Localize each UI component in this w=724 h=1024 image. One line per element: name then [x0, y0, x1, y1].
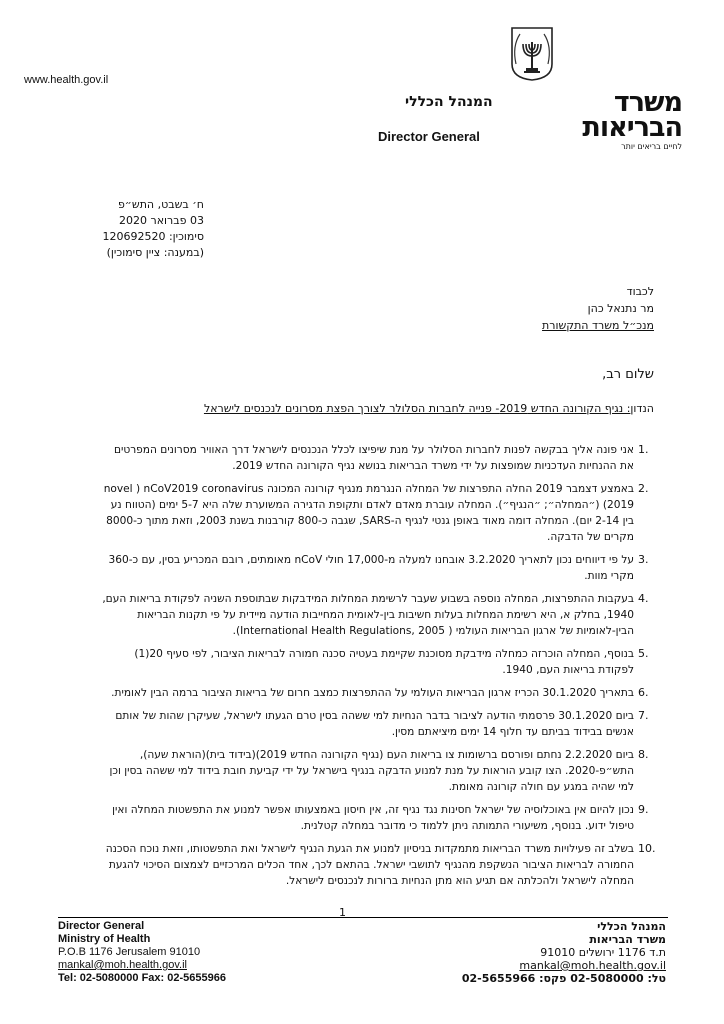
list-item: [100, 747, 660, 795]
list-item: [100, 708, 660, 740]
item-text: אני פונה אליך בבקשה לפנות לחברות הסלולר על מנת שיפיצו לכלל הנכנסים לישראל דרך האוויר מסרונים המפרטים את ההנחיות העדכניות שמופצות על ידי משרד הבריאות בנושא נגיף הקורונה החדש 2019.: [113, 444, 634, 472]
footer-en-address: P.O.B 1176 Jerusalem 91010: [58, 946, 201, 958]
hebrew-date: ח׳ בשבט, התש״פ: [117, 198, 204, 211]
date-block: [24, 197, 204, 261]
footer-en-ministry: Ministry of Health: [58, 933, 151, 945]
ministry-logo: [582, 87, 682, 143]
footer-divider: [58, 917, 668, 918]
footer-en-email[interactable]: mankal@moh.health.gov.il: [58, 959, 187, 971]
director-general-hebrew: המנהל הכללי: [405, 94, 493, 110]
subject-line: [54, 402, 654, 415]
item-text: על פי דיווחים נכון לתאריך 3.2.2020 אובחנו למעלה מ-17,000 חולי nCoV מאומתים, רובם המכריע בסין, עם כ-360 מקרי מוות.: [108, 554, 634, 582]
item-text: ביום 30.1.2020 פרסמתי הודעה לציבור בדבר הנחיות למי ששהה בסין טרם הגעתו לישראל, שעיקרן שהות של אותם אנשים בבידוד בביתם עד חלוף 14 ימים מיציאתם מסין.: [115, 710, 634, 738]
footer-hebrew: [406, 920, 666, 985]
state-emblem-icon: [506, 24, 558, 82]
logo-tagline: לחיים בריאים יותר: [621, 142, 682, 151]
list-item: [100, 841, 660, 889]
list-item: [100, 685, 660, 701]
item-number: 4.: [638, 592, 649, 605]
recipient-to: לכבוד: [626, 285, 654, 298]
item-number: 5.: [638, 647, 649, 660]
item-number: 6.: [638, 686, 649, 699]
item-text: בשלב זה פעילויות משרד הבריאות מתמקדות בניסיון למנוע את הגעת הנגיף לישראל ואת התפשטותו, וזאת נוכח הסכנה החמורה לבריאות הציבור הנשקפת מהנגיף לתושבי ישראל. בהתאם לכך, אחד הכלים המרכזיים לצמצום הסיכוי להגעת המחלה לישראל ולהכלתה אם תגיע הוא מתן הנחיות ברורות לנכנסים לישראל.: [105, 843, 634, 887]
subject-label: הנדון: [630, 402, 654, 415]
recipient-block: [354, 283, 654, 334]
list-item: [100, 442, 660, 474]
item-text: בתאריך 30.1.2020 הכריז ארגון הבריאות העולמי על ההתפרצות כמצב חרום של בריאות הציבור ברמה הבין לאומית.: [111, 687, 634, 699]
footer-he-phone: טל: 02-5080000 פקס: 02-5655966: [461, 972, 666, 985]
reply-note: (במענה: ציין סימוכין): [106, 246, 204, 259]
footer-english: [58, 920, 226, 985]
item-text: בנוסף, המחלה הוכרזה כמחלה מידבקת מסוכנת שקיימת בעטיה סכנה חמורה לבריאות הציבור, לפי סעיף 20(1) לפקודת בריאות העם, 1940.: [134, 648, 634, 676]
logo-line-1: משרד: [613, 87, 682, 118]
logo-line-2: הבריאות: [582, 112, 682, 143]
director-general-english: Director General: [378, 129, 480, 144]
item-number: 8.: [638, 748, 649, 761]
item-number: 9.: [638, 803, 649, 816]
item-number: 10.: [638, 842, 656, 855]
footer-he-ministry: משרד הבריאות: [589, 933, 666, 946]
item-text: באמצע דצמבר 2019 החלה התפרצות של המחלה הנגרמת מנגיף קורונה המכונה novel ) nCoV2019 coronavirus 2019) (״המחלה״; ״הנגיף״). המחלה עוברת מאדם לאדם ותקופת הדגירה המשוערת שלה היא 5-7 ימים (הטווח נע בין 2-14 יום). המחלה דומה מאוד באופן גנטי לנגיף ה-SARS, שגבה כ-800 קורבנות בשנת 2003, וזאת מתוך כ-8000 מקרים של הדבקה.: [103, 483, 634, 543]
item-text: ביום 2.2.2020 נחתם ופורסם ברשומות צו בריאות העם (נגיף הקורונה החדש 2019)(בידוד בית)(הוראת שעה), התש״פ-2020. הצו קובע הוראות על מנת למנוע הדבקה בנגיף בישראל על ידי קביעת חובת בידוד למי ששהה בסין וכן למי שהיה במגע עם חולה קורונה מאומת.: [109, 749, 634, 793]
reference-number: סימוכין: 120692520: [102, 230, 204, 243]
list-item: [100, 646, 660, 678]
page-number: 1: [339, 906, 346, 919]
footer-en-phone: Tel: 02-5080000 Fax: 02-5655966: [58, 972, 226, 984]
item-number: 7.: [638, 709, 649, 722]
item-number: 3.: [638, 553, 649, 566]
footer-he-email[interactable]: mankal@moh.health.gov.il: [519, 959, 666, 972]
list-item: [100, 481, 660, 545]
footer-he-title: המנהל הכללי: [597, 920, 666, 933]
item-number: 2.: [638, 482, 649, 495]
list-item: [100, 802, 660, 834]
recipient-title: מנכ״ל משרד התקשורת: [542, 319, 654, 332]
item-number: 1.: [638, 443, 649, 456]
website-url: www.health.gov.il: [24, 74, 109, 86]
subject-text: : נגיף הקורונה החדש 2019- פנייה לחברות הסלולר לצורך הפצת מסרונים לנכנסים לישראל: [203, 402, 631, 415]
footer-en-title: Director General: [58, 920, 145, 932]
item-text: בעקבות ההתפרצות, המחלה נוספה בשבוע שעבר לרשימת המחלות המידבקות שבתוספת השניה לפקודת בריאות העם, 1940, בחלק א, היא רשימת המחלות בעלות חשיבות בין-לאומית המחייבות הודעה מיידית על פי תקנות הבריאות הבין-לאומיות של ארגון הבריאות העולמי ( International Health Regulations, 2005).: [102, 593, 634, 637]
footer-he-address: ת.ד 1176 ירושלים 91010: [540, 946, 666, 959]
list-item: [100, 591, 660, 639]
gregorian-date: 03 פברואר 2020: [119, 214, 204, 227]
recipient-name: מר נתנאל כהן: [587, 302, 654, 315]
list-item: [100, 552, 660, 584]
greeting: שלום רב,: [602, 367, 654, 382]
letter-body-list: [100, 442, 660, 896]
item-text: נכון להיום אין באוכלוסיה של ישראל חסינות נגד נגיף זה, אין חיסון באמצעותו אפשר למנוע את התפשטות המחלה ואין טיפול ידוע. בנוסף, משיעורי התמותה ניתן ללמוד כי מדובר במחלה קטלנית.: [112, 804, 634, 832]
